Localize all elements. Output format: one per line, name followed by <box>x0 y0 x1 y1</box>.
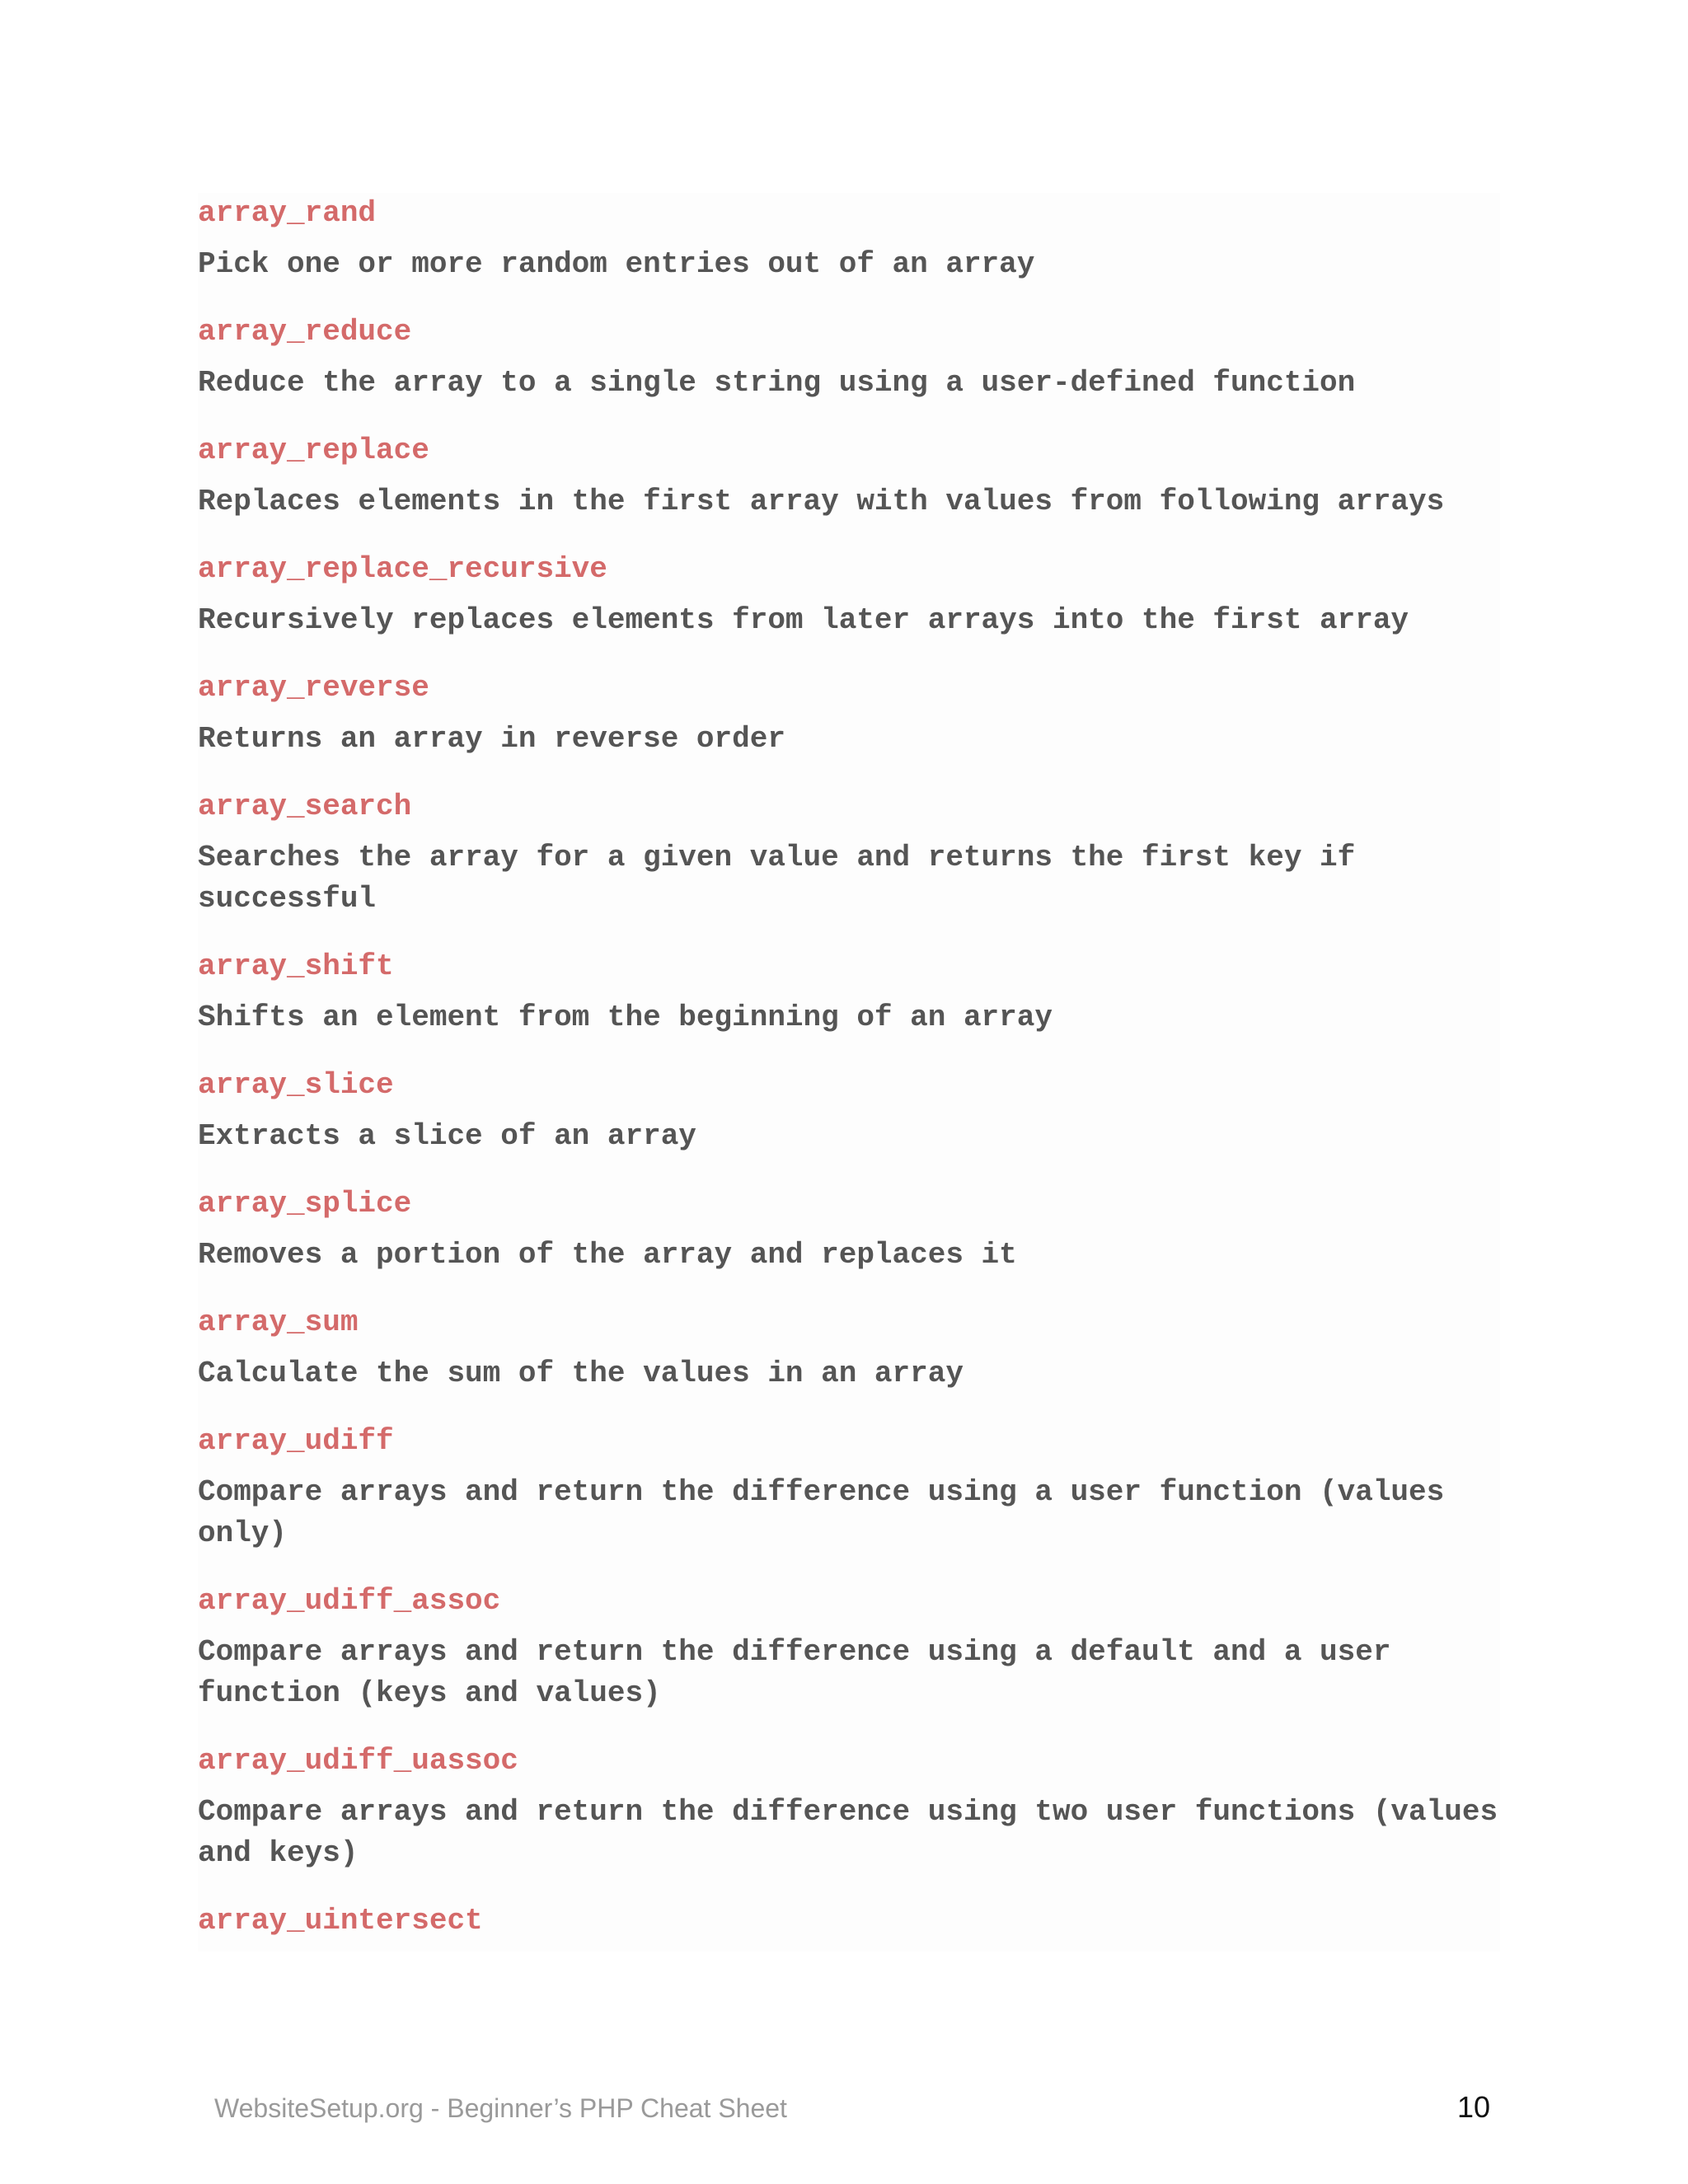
entry-array-replace <box>198 430 1500 523</box>
entry-array-udiff <box>198 1421 1500 1554</box>
function-list <box>198 193 1500 1952</box>
function-description: Searches the array for a given value and returns the first key if successful <box>198 841 1356 916</box>
entry-array-reduce <box>198 312 1500 404</box>
function-description: Calculate the sum of the values in an array <box>198 1357 964 1390</box>
function-name: array_replace_recursive <box>198 552 607 586</box>
entry-array-shift <box>198 946 1500 1038</box>
function-name: array_slice <box>198 1068 394 1102</box>
entry-array-sum <box>198 1302 1500 1394</box>
function-description: Shifts an element from the beginning of an array <box>198 1001 1053 1034</box>
entry-array-search <box>198 786 1500 920</box>
function-description: Compare arrays and return the difference using a default and a user function (keys and values) <box>198 1635 1391 1710</box>
function-name: array_search <box>198 790 412 823</box>
function-description: Compare arrays and return the difference using a user function (values only) <box>198 1475 1445 1550</box>
function-name: array_replace <box>198 434 429 467</box>
function-name: array_udiff <box>198 1424 394 1458</box>
entry-array-replace-recursive <box>198 549 1500 641</box>
function-description: Returns an array in reverse order <box>198 722 785 756</box>
function-name: array_reverse <box>198 671 429 705</box>
function-description: Removes a portion of the array and replaces it <box>198 1238 1017 1272</box>
footer-text: WebsiteSetup.org - Beginner’s PHP Cheat Sheet <box>214 2093 787 2123</box>
page-number: 10 <box>1456 2090 1490 2124</box>
function-name: array_rand <box>198 196 377 230</box>
function-description: Reduce the array to a single string using a user-defined function <box>198 366 1356 400</box>
function-name: array_reduce <box>198 315 412 349</box>
function-name: array_udiff_uassoc <box>198 1744 518 1778</box>
function-name: array_udiff_assoc <box>198 1584 501 1618</box>
entry-array-reverse <box>198 668 1500 760</box>
entry-array-udiff-assoc <box>198 1581 1500 1714</box>
function-name: array_splice <box>198 1187 412 1221</box>
function-name: array_uintersect <box>198 1904 483 1938</box>
function-description: Compare arrays and return the difference using two user functions (values and keys) <box>198 1795 1498 1870</box>
function-name: array_shift <box>198 949 394 983</box>
function-name: array_sum <box>198 1305 359 1339</box>
function-description: Pick one or more random entries out of an array <box>198 247 1035 281</box>
entry-array-slice <box>198 1065 1500 1157</box>
function-description: Extracts a slice of an array <box>198 1119 696 1153</box>
entry-array-splice <box>198 1183 1500 1276</box>
function-description: Replaces elements in the first array with values from following arrays <box>198 485 1445 518</box>
entry-array-uintersect <box>198 1900 1500 1942</box>
entry-array-rand <box>198 193 1500 285</box>
entry-array-udiff-uassoc <box>198 1741 1500 1874</box>
function-description: Recursively replaces elements from later arrays into the first array <box>198 603 1409 637</box>
